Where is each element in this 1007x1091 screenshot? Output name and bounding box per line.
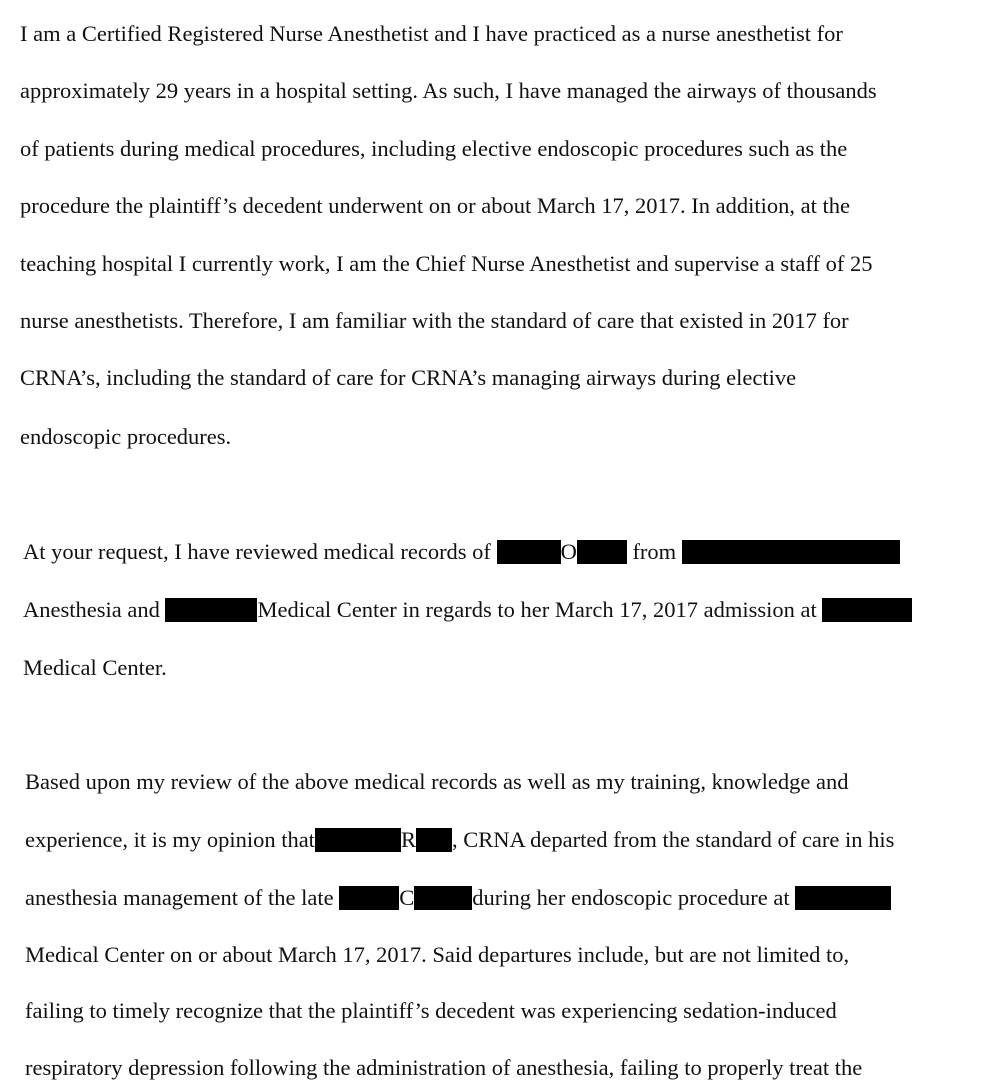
paragraph-1-line-2: approximately 29 years in a hospital setting. As such, I have managed the airways of thousands	[20, 78, 877, 103]
paragraph-1-line-1: I am a Certified Registered Nurse Anesthetist and I have practiced as a nurse anesthetist for	[20, 21, 843, 46]
paragraph-3-line-2	[25, 826, 894, 854]
paragraph-1-line-3: of patients during medical procedures, including elective endoscopic procedures such as the	[20, 136, 848, 161]
redaction-box	[315, 828, 401, 852]
paragraph-3-line-4: Medical Center on or about March 17, 2017. Said departures include, but are not limited to,	[25, 942, 850, 967]
redaction-box	[497, 540, 561, 564]
text-segment: , CRNA departed from the standard of care in his	[451, 827, 895, 852]
paragraph-1-line-5: teaching hospital I currently work, I am the Chief Nurse Anesthetist and supervise a staff of 25	[20, 251, 873, 276]
paragraph-1-line-8: endoscopic procedures.	[20, 424, 232, 449]
redaction-box	[414, 886, 472, 910]
text-segment: experience, it is my opinion that	[25, 827, 315, 852]
text-segment: from	[626, 539, 682, 564]
paragraph-3-line-3	[25, 884, 891, 912]
text-segment: O	[560, 539, 577, 564]
text-segment: C	[399, 885, 415, 910]
redaction-box	[795, 886, 891, 910]
redaction-box	[339, 886, 399, 910]
text-segment: Anesthesia and	[23, 597, 166, 622]
paragraph-2-line-3: Medical Center.	[23, 655, 167, 680]
text-segment: R	[400, 827, 416, 852]
paragraph-1-line-4: procedure the plaintiff’s decedent underwent on or about March 17, 2017. In addition, at the	[20, 193, 850, 218]
paragraph-2-line-1	[23, 538, 900, 566]
redaction-box	[416, 828, 452, 852]
paragraph-3-line-1: Based upon my review of the above medical records as well as my training, knowledge and	[25, 769, 849, 794]
text-segment: during her endoscopic procedure at	[472, 885, 796, 910]
paragraph-1-line-7: CRNA’s, including the standard of care for CRNA’s managing airways during elective	[20, 365, 797, 390]
redaction-box	[577, 540, 627, 564]
redaction-box	[165, 598, 257, 622]
paragraph-3-line-6: respiratory depression following the administration of anesthesia, failing to properly treat the	[25, 1055, 863, 1080]
text-segment: Medical Center in regards to her March 17, 2017 admission at	[257, 597, 823, 622]
redaction-box	[682, 540, 900, 564]
text-segment: anesthesia management of the late	[25, 885, 340, 910]
paragraph-1-line-6: nurse anesthetists. Therefore, I am familiar with the standard of care that existed in 2017 for	[20, 308, 849, 333]
text-segment: At your request, I have reviewed medical records of	[23, 539, 497, 564]
paragraph-2-line-2	[23, 596, 912, 624]
paragraph-3-line-5: failing to timely recognize that the plaintiff’s decedent was experiencing sedation-induced	[25, 998, 837, 1023]
redaction-box	[822, 598, 912, 622]
